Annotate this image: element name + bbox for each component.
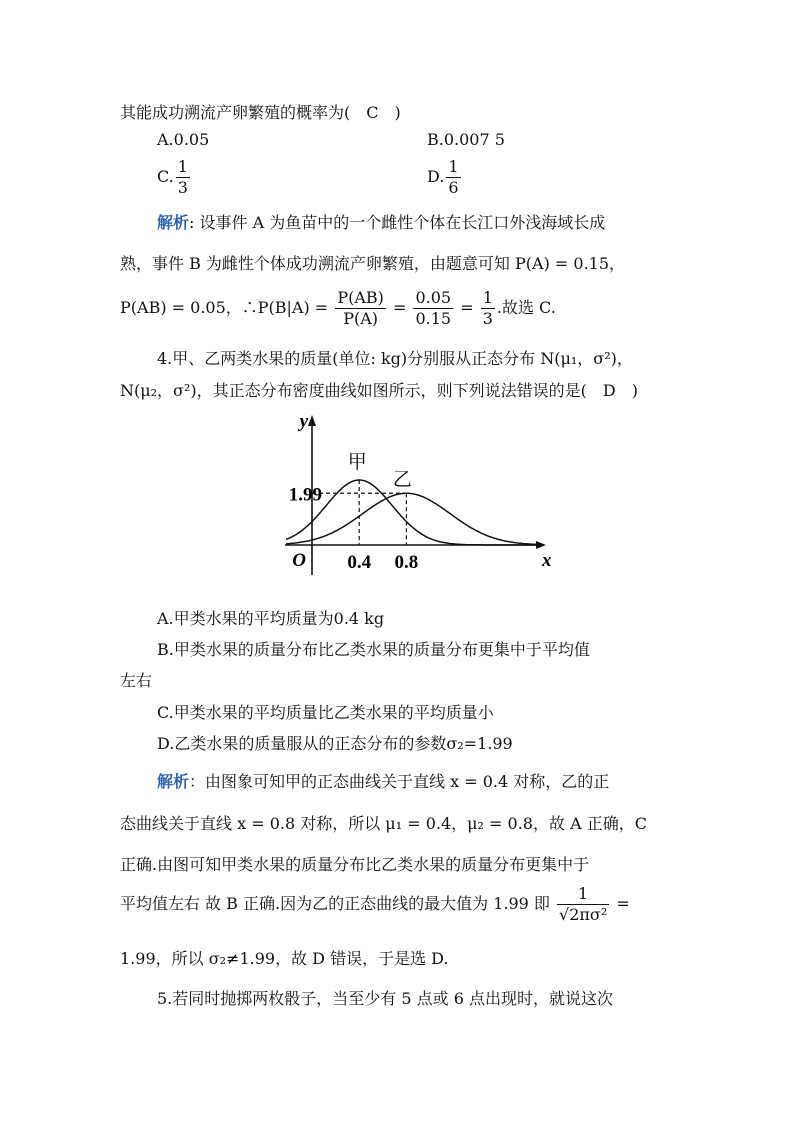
fraction-num: 0.05 [415, 288, 452, 307]
q3-analysis-line2: 熟，事件 B 为雌性个体成功溯流产卵繁殖，由题意可知 P(A) = 0.15， [120, 254, 626, 273]
q3-option-c-den: 3 [177, 178, 188, 197]
y-tick-label: 1.99 [288, 484, 322, 506]
q4-analysis-text4b: = [616, 894, 630, 913]
q4-analysis-line2: 态曲线关于直线 x = 0.8 对称，所以 μ₁ = 0.4，μ₂ = 0.8，故 A 正确，C [120, 814, 647, 833]
y-axis-label: y [299, 411, 308, 432]
q4-analysis-line3: 正确.由图可知甲类水果的质量分布比乙类水果的质量分布更集中于 [120, 855, 590, 874]
q3-analysis-text1: : 设事件 A 为鱼苗中的一个雌性个体在长江口外浅海域长成 [189, 213, 606, 232]
fraction-den: 3 [482, 309, 493, 328]
q4-stem-line2: N(μ₂，σ²)，其正态分布密度曲线如图所示，则下列说法错误的是( D ) [120, 381, 638, 400]
q3-analysis-text3a: P(AB) = 0.05，∴P(B|A) = [120, 298, 329, 317]
fraction-den: √2πσ² [559, 905, 608, 924]
normal-distribution-chart [270, 405, 570, 585]
q4-option-a: A.甲类水果的平均质量为0.4 kg [157, 609, 385, 628]
q3-stem: 其能成功溯流产卵繁殖的概率为( C ) [120, 103, 401, 122]
q4-analysis-text4a: 平均值左右 故 B 正确.因为乙的正态曲线的最大值为 1.99 即 [120, 894, 550, 913]
q3-analysis-line3 [120, 288, 556, 329]
q4-option-c: C.甲类水果的平均质量比乙类水果的平均质量小 [157, 703, 494, 722]
q3-option-b: B.0.007 5 [427, 130, 505, 149]
q3-option-d-den: 6 [448, 178, 459, 197]
fraction-p-ab-over-p-a [335, 288, 386, 329]
q4-analysis-line5: 1.99，所以 σ₂≠1.99，故 D 错误，于是选 D. [120, 949, 449, 968]
equals-sign: = [392, 298, 407, 317]
fraction-den: 0.15 [415, 309, 452, 328]
q3-option-c [157, 157, 192, 198]
origin-label: O [292, 550, 306, 571]
fraction-den: P(A) [343, 309, 378, 328]
fraction-num: P(AB) [337, 288, 384, 307]
analysis-label: 解析 [157, 772, 190, 791]
series-curve-1 [286, 480, 541, 545]
fraction-1-over-sqrt-2pi-sigma [557, 884, 609, 925]
q3-analysis-line1 [157, 210, 605, 233]
y-axis-arrow [308, 415, 316, 426]
q4-option-d: D.乙类水果的质量服从的正态分布的参数σ₂=1.99 [157, 734, 513, 753]
fraction-1-over-3 [481, 288, 495, 329]
q5-stem-line1: 5.若同时抛掷两枚骰子，当至少有 5 点或 6 点出现时，就说这次 [157, 989, 613, 1008]
q4-analysis-line1 [157, 769, 609, 792]
series-curve-2 [286, 493, 541, 544]
series-label-1: 甲 [347, 452, 367, 473]
q4-option-b-line1: B.甲类水果的质量分布比乙类水果的质量分布更集中于平均值 [157, 640, 590, 659]
x-tick-label-2: 0.8 [394, 552, 419, 573]
fraction-005-over-015 [413, 288, 453, 329]
q4-analysis-line4 [120, 884, 630, 925]
q3-option-d-fraction [446, 157, 460, 198]
q3-option-a: A.0.05 [157, 130, 210, 149]
q3-option-d [427, 157, 463, 198]
q4-analysis-text1: ：由图象可知甲的正态曲线关于直线 x = 0.4 对称，乙的正 [189, 772, 610, 791]
q4-stem-line1: 4.甲、乙两类水果的质量(单位: kg)分别服从正态分布 N(μ₁，σ²)， [157, 349, 633, 368]
q3-option-d-num: 1 [448, 157, 459, 176]
q3-analysis-text3b: .故选 C. [496, 298, 556, 317]
q4-option-b-line2: 左右 [120, 671, 153, 690]
q3-option-d-prefix: D. [427, 167, 445, 186]
analysis-label: 解析 [157, 213, 190, 232]
x-axis-label: x [542, 550, 552, 571]
q3-option-c-prefix: C. [157, 167, 174, 186]
fraction-num: 1 [482, 288, 493, 307]
equals-sign: = [460, 298, 474, 317]
x-tick-label-1: 0.4 [347, 552, 372, 573]
series-label-2: 乙 [392, 469, 412, 491]
fraction-num: 1 [557, 884, 609, 905]
q3-option-c-fraction [176, 157, 190, 198]
q3-option-c-num: 1 [177, 157, 188, 176]
